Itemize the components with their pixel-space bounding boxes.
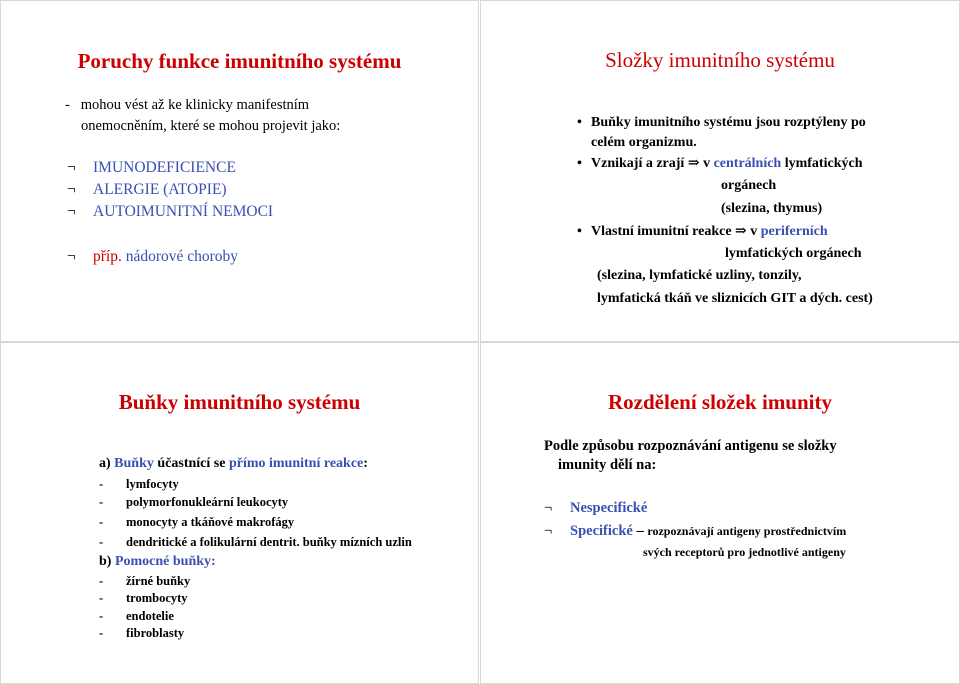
bullet-1-line-2: celém organizmu. (591, 135, 697, 150)
list-item: ¬ IMUNODEFICIENCE (67, 159, 236, 176)
slide-poruchy-funkce (0, 0, 479, 342)
list-item: - trombocyty (99, 591, 188, 605)
negation-icon: ¬ (544, 500, 553, 516)
list-item: - polymorfonukleární leukocyty (99, 495, 289, 509)
bullet-3-line-1: • Vlastní imunitní reakce ⇒ v periferních (577, 224, 828, 239)
slide-slozky-systemu (480, 0, 960, 342)
list-item: ¬ ALERGIE (ATOPIE) (67, 181, 227, 198)
list-item: - dendritické a folikulární dentrit. buňky mízních uzlin (99, 535, 412, 549)
arrow-icon: ⇒ (735, 224, 747, 239)
negation-icon: ¬ (544, 523, 553, 539)
list-item-extra: ¬ příp. nádorové choroby (67, 248, 239, 265)
slide-rozdeleni-slozek (480, 342, 960, 684)
bullet-2-line-2: orgánech (721, 178, 777, 193)
negation-icon: ¬ (67, 203, 76, 220)
slide-title: Poruchy funkce imunitního systému (77, 49, 402, 73)
bullet-2-line-3: (slezina, thymus) (721, 201, 823, 216)
intro-line-2: onemocněním, které se mohou projevit jako: (81, 118, 341, 134)
arrow-icon: ⇒ (687, 156, 700, 171)
negation-icon: ¬ (67, 181, 76, 198)
bullet-3-line-3: (slezina, lymfatické uzliny, tonzily, (597, 268, 802, 283)
slide-title: Rozdělení složek imunity (608, 390, 832, 414)
section-a-heading: a) Buňky účastnící se přímo imunitní reakce: (99, 456, 368, 471)
intro-line-2: imunity dělí na: (558, 457, 657, 473)
section-b-heading: b) Pomocné buňky: (99, 554, 216, 569)
list-item: - žírné buňky (99, 574, 191, 588)
bullet-icon: • (577, 115, 582, 130)
bullet-icon: • (577, 156, 582, 171)
list-item: ¬ AUTOIMUNITNÍ NEMOCI (67, 203, 274, 220)
list-item: ¬ Nespecifické (544, 500, 648, 516)
intro-line-1: - mohou vést až ke klinicky manifestním (65, 97, 310, 113)
list-item: - fibroblasty (99, 626, 185, 640)
slide-bunky-systemu (0, 342, 479, 684)
list-item-continuation: svých receptorů pro jednotlivé antigeny (643, 545, 846, 559)
intro-line-1: Podle způsobu rozpoznávání antigenu se složky (544, 438, 837, 454)
slide-title: Složky imunitního systému (605, 48, 835, 72)
negation-icon: ¬ (67, 248, 76, 265)
list-item: - endotelie (99, 609, 174, 623)
negation-icon: ¬ (67, 159, 76, 176)
list-item: - monocyty a tkáňové makrofágy (99, 515, 295, 529)
list-item: - lymfocyty (99, 477, 179, 491)
list-item: ¬ Specifické – rozpoznávají antigeny prostřednictvím (544, 523, 847, 539)
bullet-1-line-1: • Buňky imunitního systému jsou rozptýleny po (577, 115, 866, 130)
bullet-3-line-4: lymfatická tkáň ve sliznicích GIT a dých. cest) (597, 291, 873, 306)
bullet-icon: • (577, 224, 582, 239)
bullet-2-line-1: • Vznikají a zrají ⇒ v centrálních lymfatických (577, 156, 863, 171)
bullet-3-line-2: lymfatických orgánech (725, 246, 862, 261)
slide-title: Buňky imunitního systému (118, 390, 361, 414)
